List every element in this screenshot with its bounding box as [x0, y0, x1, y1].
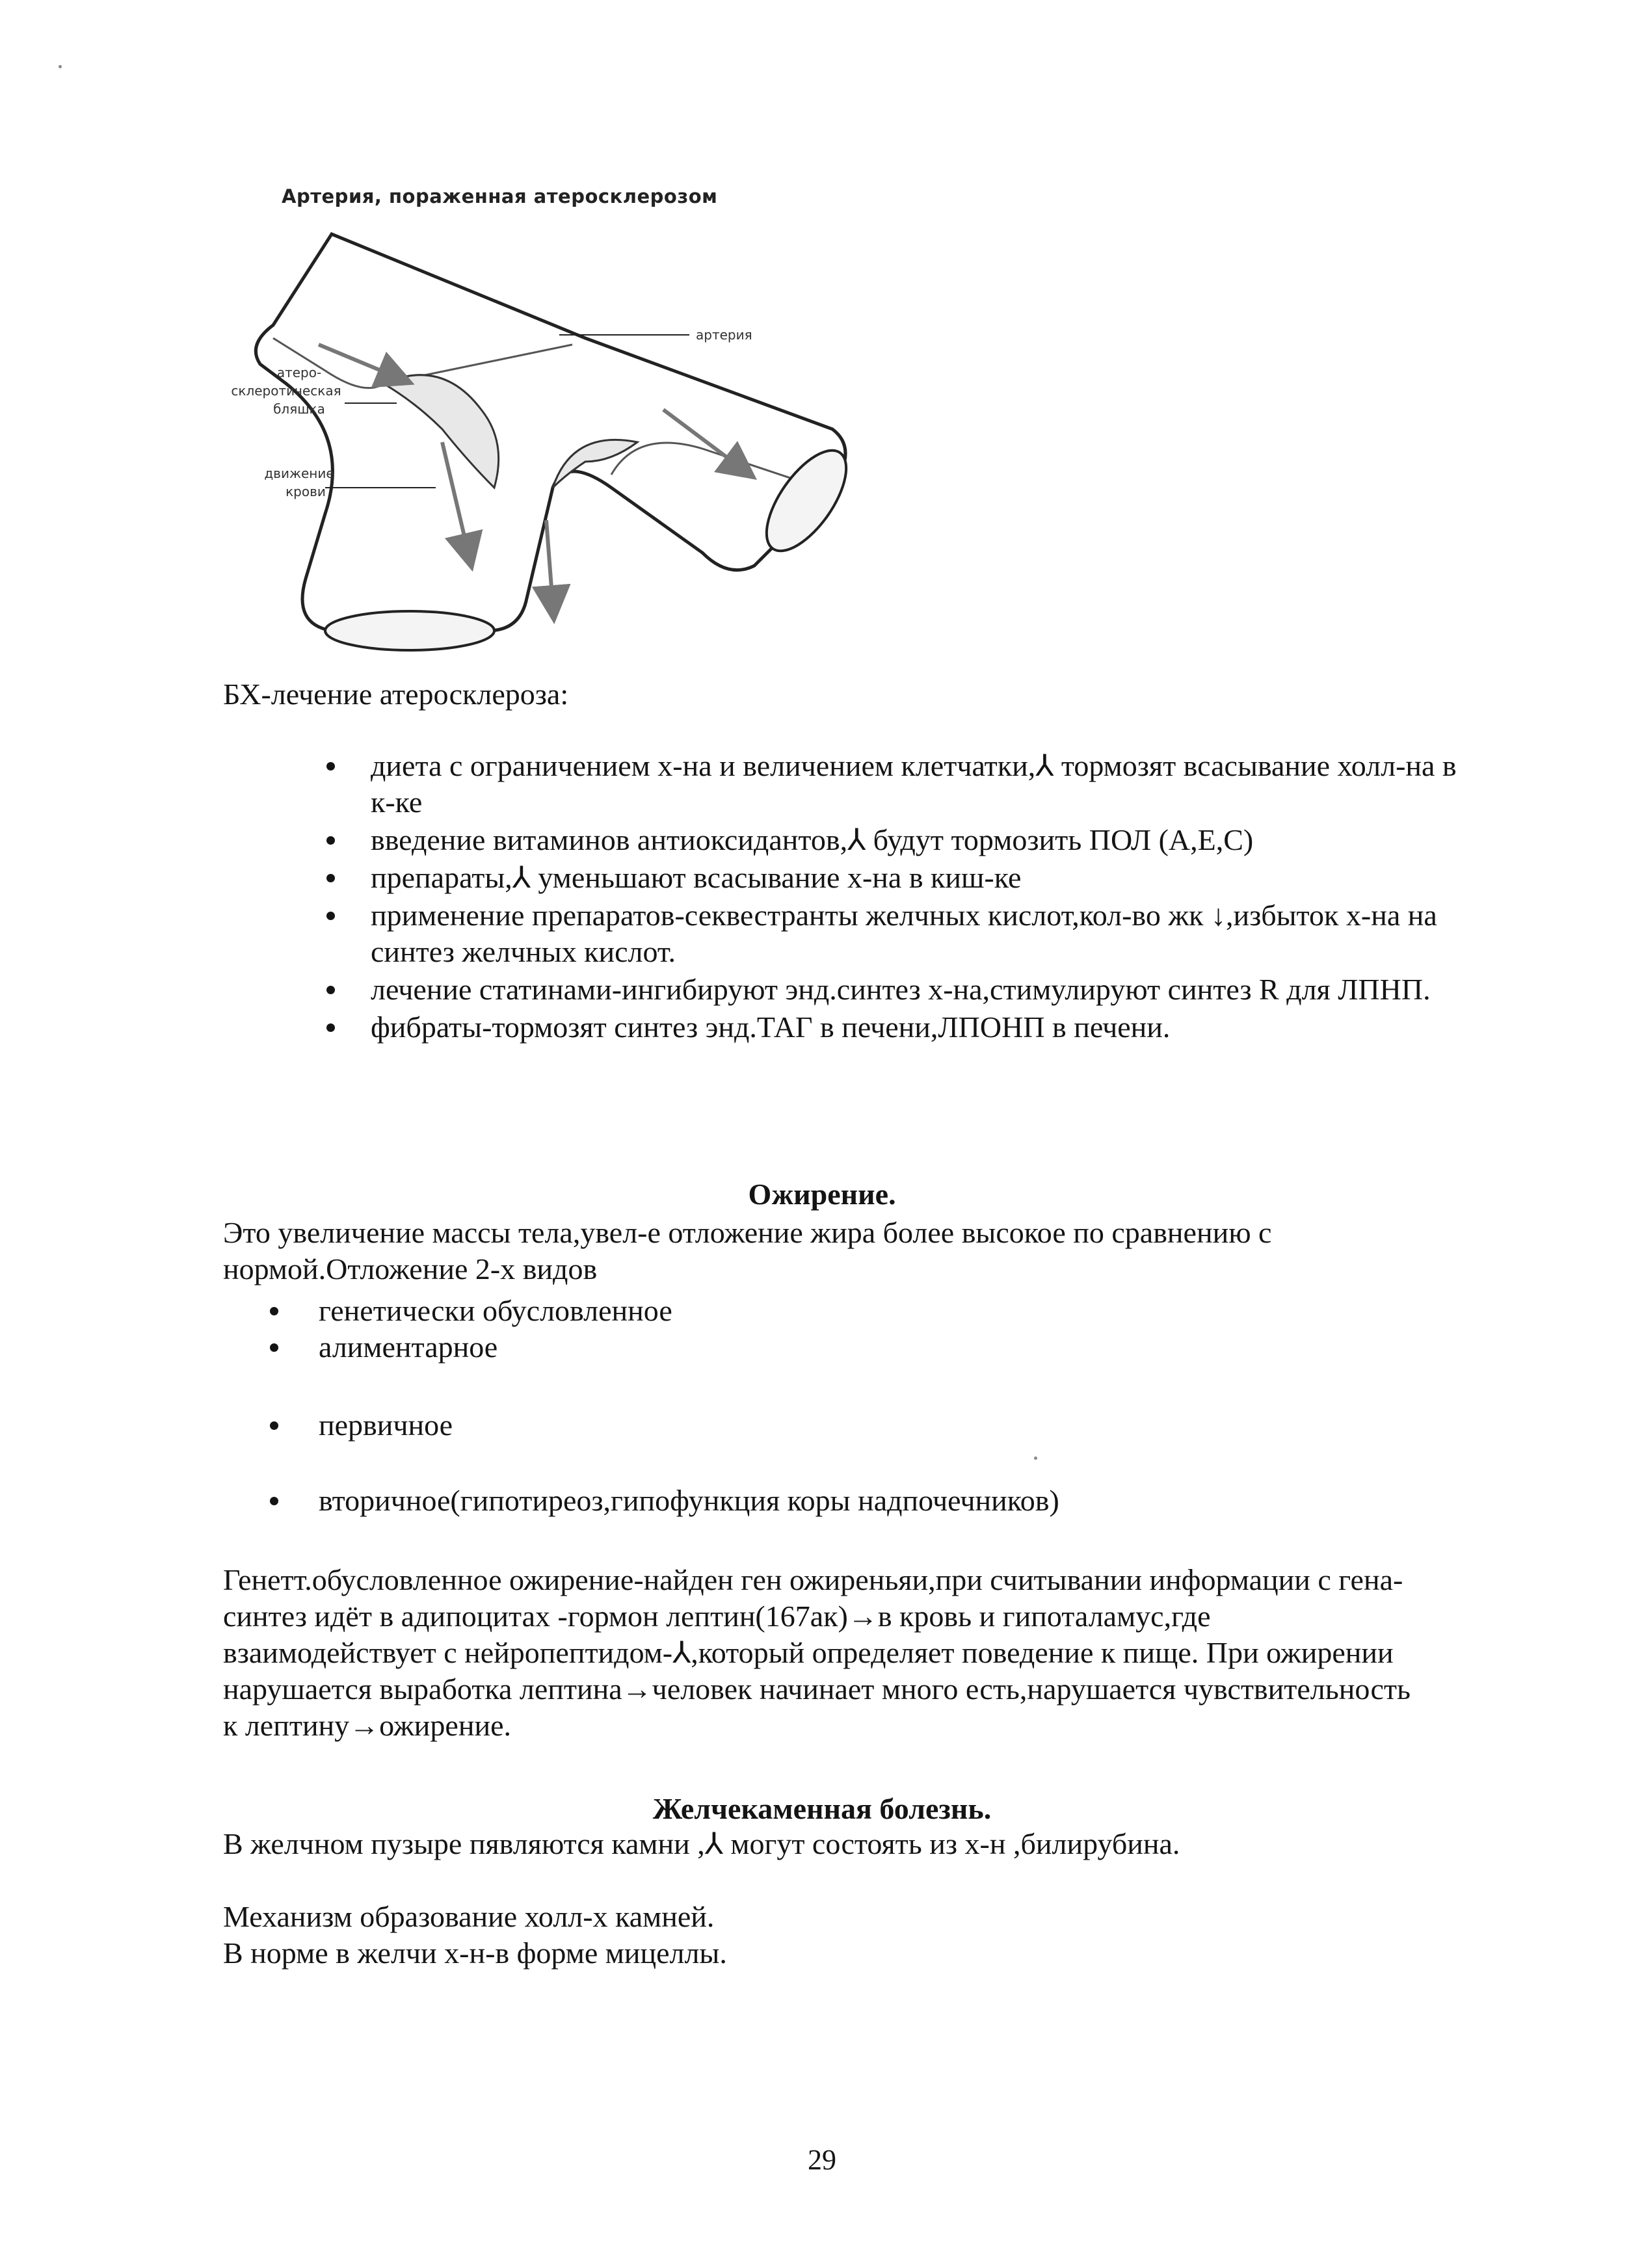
- bullet: [326, 762, 335, 771]
- flow-label-line2: крови: [285, 484, 326, 499]
- plaque-left: [384, 375, 499, 488]
- bullet: [270, 1343, 278, 1352]
- artery-illustration: [231, 215, 858, 670]
- plaque-right: [553, 440, 637, 488]
- obesity-intro: Это увеличение массы тела,увел-е отложение жира более высокое по сравнению с нормой.Отложение 2-х видов: [223, 1216, 1272, 1286]
- list-item: применение препаратов-секвестранты желчных кислот,кол-во жк ↓,избыток х-на на синтез желчных кислот.: [325, 897, 1470, 970]
- list-item: препараты,⅄ уменьшают всасывание х-на в киш-ке: [325, 860, 1470, 896]
- right-opening: [752, 438, 862, 563]
- flow-arrow: [663, 410, 741, 468]
- artery-drawing: [231, 215, 858, 670]
- artery-label: артерия: [696, 327, 752, 343]
- treatment-title: БХ-лечение атеросклероза:: [223, 678, 569, 711]
- treatment-list: [325, 748, 1470, 1047]
- figure-caption: Артерия, пораженная атеросклерозом: [282, 185, 718, 207]
- bullet: [326, 986, 335, 994]
- bottom-opening: [325, 611, 494, 650]
- scan-speck: [59, 65, 62, 68]
- list-item: вторичное(гипотиреоз,гипофункция коры надпочечников): [267, 1483, 1307, 1519]
- bullet: [270, 1307, 278, 1315]
- flow-label-line1: движение: [264, 466, 334, 481]
- list-item: введение витаминов антиоксидантов,⅄ будут тормозить ПОЛ (А,Е,С): [325, 822, 1470, 858]
- bullet: [326, 874, 335, 882]
- list-item: фибраты-тормозят синтез энд.ТАГ в печени,ЛПОНП в печени.: [325, 1009, 1470, 1046]
- bullet: [270, 1497, 278, 1505]
- gallstone-heading: Желчекаменная болезнь.: [652, 1792, 992, 1825]
- plaque-label-line1: атеро-: [276, 365, 322, 380]
- obesity-list: [267, 1293, 1307, 1519]
- list-item: генетически обусловленное: [267, 1293, 1307, 1329]
- obesity-heading: Ожирение.: [748, 1178, 896, 1211]
- list-item: диета с ограничением х-на и величением клетчатки,⅄ тормозят всасывание холл-на в к-ке: [325, 748, 1470, 821]
- list-item: лечение статинами-ингибируют энд.синтез х-на,стимулируют синтез R для ЛПНП.: [325, 971, 1470, 1008]
- page-number: 29: [808, 2144, 836, 2176]
- list-item: первичное: [267, 1407, 1307, 1483]
- gallstone-line3: В норме в желчи х-н-в форме мицеллы.: [223, 1936, 727, 1970]
- gallstone-line2: Механизм образование холл-х камней.: [223, 1900, 715, 1933]
- flow-arrow: [442, 442, 468, 553]
- bullet: [326, 912, 335, 920]
- plaque-label-line3: бляшка: [273, 401, 325, 417]
- flow-arrow: [546, 520, 553, 605]
- bullet: [326, 1023, 335, 1032]
- flow-arrow: [319, 345, 397, 377]
- bullet: [326, 836, 335, 845]
- obesity-paragraph: Генетт.обусловленное ожирение-найден ген ожиреньяи,при считывании информации с гена-синтез идёт в адипоцитах -гормон лептин(167ак)→в кровь и гипоталамус,где взаимодействует с нейропептидом-⅄,который определяет поведение к пище. При ожирении нарушается выработка лептина→человек начинает много есть,нарушается чувствительность к лептину→ожирение.: [223, 1563, 1411, 1742]
- gallstone-line1: В желчном пузыре пявляются камни ,⅄ могут состоять из х-н ,билирубина.: [223, 1827, 1180, 1860]
- plaque-label-line2: склеротическая: [231, 383, 341, 399]
- list-item: алиментарное: [267, 1329, 1307, 1407]
- bullet: [270, 1421, 278, 1430]
